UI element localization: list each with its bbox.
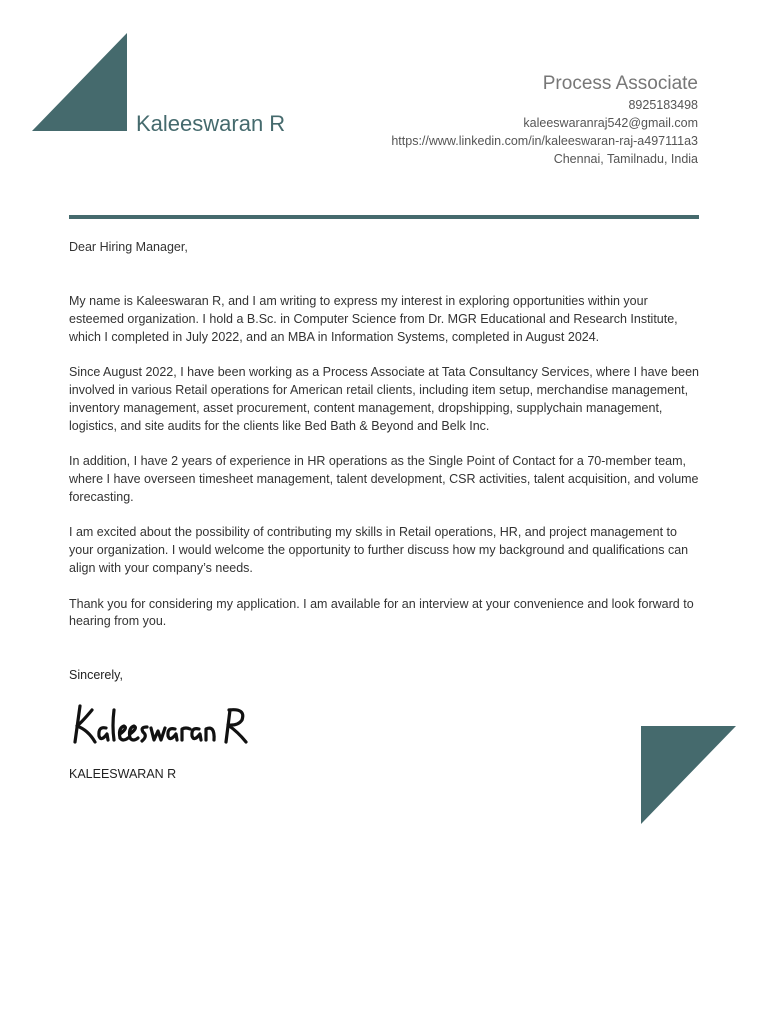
- paragraph: Since August 2022, I have been working as a Process Associate at Tata Consultancy Services, where I have been involved in various Retail operations for American retail clients, including item setup, merchandise management, inventory management, asset procurement, content management, dropshipping, supplychain management, logistics, and site audits for the clients like Bed Bath & Beyond and Belk Inc.: [69, 365, 700, 433]
- paragraph: Thank you for considering my application. I am available for an interview at your convenience and look forward to hearing from you.: [69, 596, 694, 629]
- location: Chennai, Tamilnadu, India: [553, 152, 698, 166]
- paragraph: My name is Kaleeswaran R, and I am writing to express my interest in exploring opportunities within your esteemed organization. I hold a B.Sc. in Computer Science from Dr. MGR Educational and Research Institute, which I completed in July 2022, and an MBA in Information Systems, completed in August 2024.: [69, 294, 678, 344]
- job-title: Process Associate: [542, 73, 698, 94]
- letter-body: [69, 293, 701, 649]
- contact-block: [391, 72, 698, 168]
- paragraph: I am excited about the possibility of contributing my skills in Retail operations, HR, and project management to your organization. I would welcome the opportunity to further discuss how my background and qualifications can align with your company’s needs.: [69, 525, 689, 575]
- paragraph: In addition, I have 2 years of experience in HR operations as the Single Point of Contact for a 70-member team, where I have overseen timesheet management, talent development, CSR activities, talent acquisition, and volume forecasting.: [69, 454, 699, 504]
- linkedin-url[interactable]: https://www.linkedin.com/in/kaleeswaran-raj-a497111a3: [391, 134, 698, 148]
- handwritten-signature: [70, 698, 260, 750]
- phone-number: 8925183498: [628, 98, 698, 112]
- decorative-triangle-bottom: [641, 726, 736, 824]
- salutation: Dear Hiring Manager,: [69, 240, 188, 254]
- header-divider: [69, 215, 699, 219]
- applicant-name: Kaleeswaran R: [136, 111, 286, 136]
- email-address[interactable]: kaleeswaranraj542@gmail.com: [523, 116, 698, 130]
- closing: Sincerely,: [69, 668, 123, 682]
- decorative-triangle-top: [32, 33, 127, 131]
- signed-name: KALEESWARAN R: [69, 767, 177, 781]
